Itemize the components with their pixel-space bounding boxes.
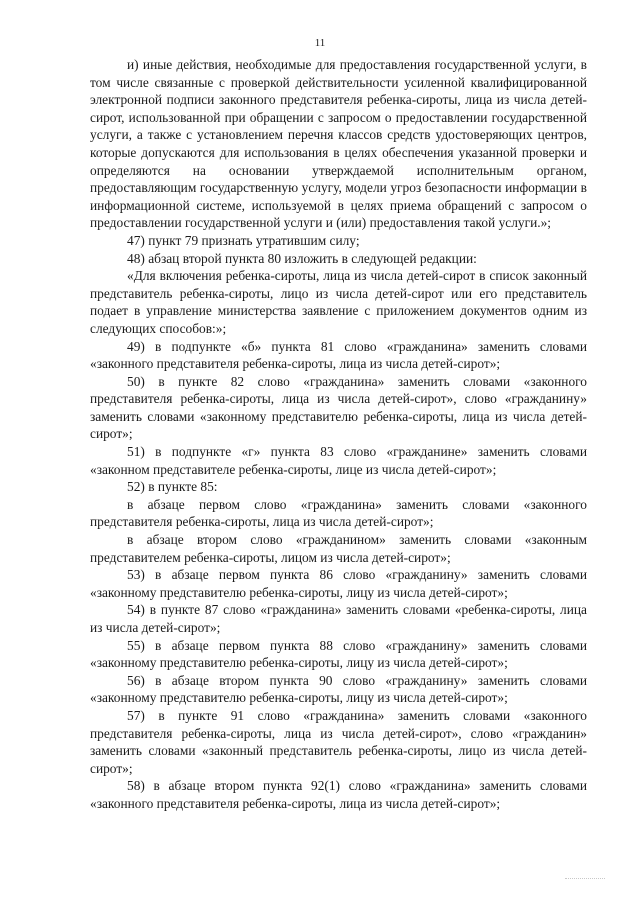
body-text bbox=[90, 56, 587, 813]
paragraph: 56) в абзаце втором пункта 90 слово «гражданину» заменить словами «законному представителю ребенка-сироты, лицу из числа детей-сирот»; bbox=[90, 672, 587, 706]
page-number: 11 bbox=[314, 37, 326, 49]
paragraph: 58) в абзаце втором пункта 92(1) слово «гражданина» заменить словами «законного представителя ребенка-сироты, лица из числа детей-сирот»; bbox=[90, 778, 587, 811]
scan-artifact bbox=[565, 878, 605, 883]
paragraph: 53) в абзаце первом пункта 86 слово «гражданину» заменить словами «законному представителю ребенка-сироты, лицу из числа детей-сирот»; bbox=[90, 567, 587, 600]
paragraph: и) иные действия, необходимые для предоставления государственной услуги, в том числе связанные с проверкой действительности усиленной квалифицированной электронной подписи законного представителя ребенка-сироты, лица из числа детей-сирот, использованной при обращении с запросом о предоставлении государственной услуги, а также с установлением перечня классов средств удостоверяющих центров, которые допускаются для использования в целях обеспечения указанной проверки и определяются на основании утверждаемой исполнительным органом, предоставляющим государственную услугу, модели угроз безопасности информации в информационной системе, используемой в целях приема обращений с запросом о предоставлении государственной услуги и (или) предоставления такой услуги.»; bbox=[90, 57, 587, 231]
paragraph: 49) в подпункте «б» пункта 81 слово «гражданина» заменить словами «законного представителя ребенка-сироты, лица из числа детей-сирот»; bbox=[90, 338, 587, 372]
paragraph: 52) в пункте 85: bbox=[127, 479, 218, 495]
paragraph: 57) в пункте 91 слово «гражданина» заменить словами «законного представителя ребенка-сироты, лица из числа детей-сирот», слово «гражданин» заменить словами «законный представитель ребенка-сироты, лицо из числа детей-сирот»; bbox=[90, 707, 587, 776]
paragraph: 51) в подпункте «г» пункта 83 слово «гражданине» заменить словами «законном представителе ребенка-сироты, лице из числа детей-сирот»; bbox=[90, 444, 587, 477]
paragraph: 50) в пункте 82 слово «гражданина» заменить словами «законного представителя ребенка-сироты, лица из числа детей-сирот», слово «гражданину» заменить словами «законному представителю ребенка-сироты, лица из числа детей-сирот»; bbox=[90, 373, 587, 442]
paragraph: «Для включения ребенка-сироты, лица из числа детей-сирот в список законный представитель ребенка-сироты, лицо из числа детей-сирот или его представитель подает в управление министерства заявление с приложением документов одним из следующих способов:»; bbox=[90, 268, 587, 336]
paragraph: 47) пункт 79 признать утратившим силу; bbox=[127, 232, 360, 248]
paragraph: в абзаце первом слово «гражданина» заменить словами «законного представителя ребенка-сироты, лица из числа детей-сирот»; bbox=[90, 496, 587, 530]
paragraph: 55) в абзаце первом пункта 88 слово «гражданину» заменить словами «законному представителю ребенка-сироты, лицу из числа детей-сирот»; bbox=[90, 637, 587, 671]
paragraph: 48) абзац второй пункта 80 изложить в следующей редакции: bbox=[127, 250, 477, 266]
paragraph: 54) в пункте 87 слово «гражданина» заменить словами «ребенка-сироты, лица из числа детей-сирот»; bbox=[90, 602, 587, 635]
paragraph: в абзаце втором слово «гражданином» заменить словами «законным представителем ребенка-сироты, лицом из числа детей-сирот»; bbox=[90, 532, 587, 565]
